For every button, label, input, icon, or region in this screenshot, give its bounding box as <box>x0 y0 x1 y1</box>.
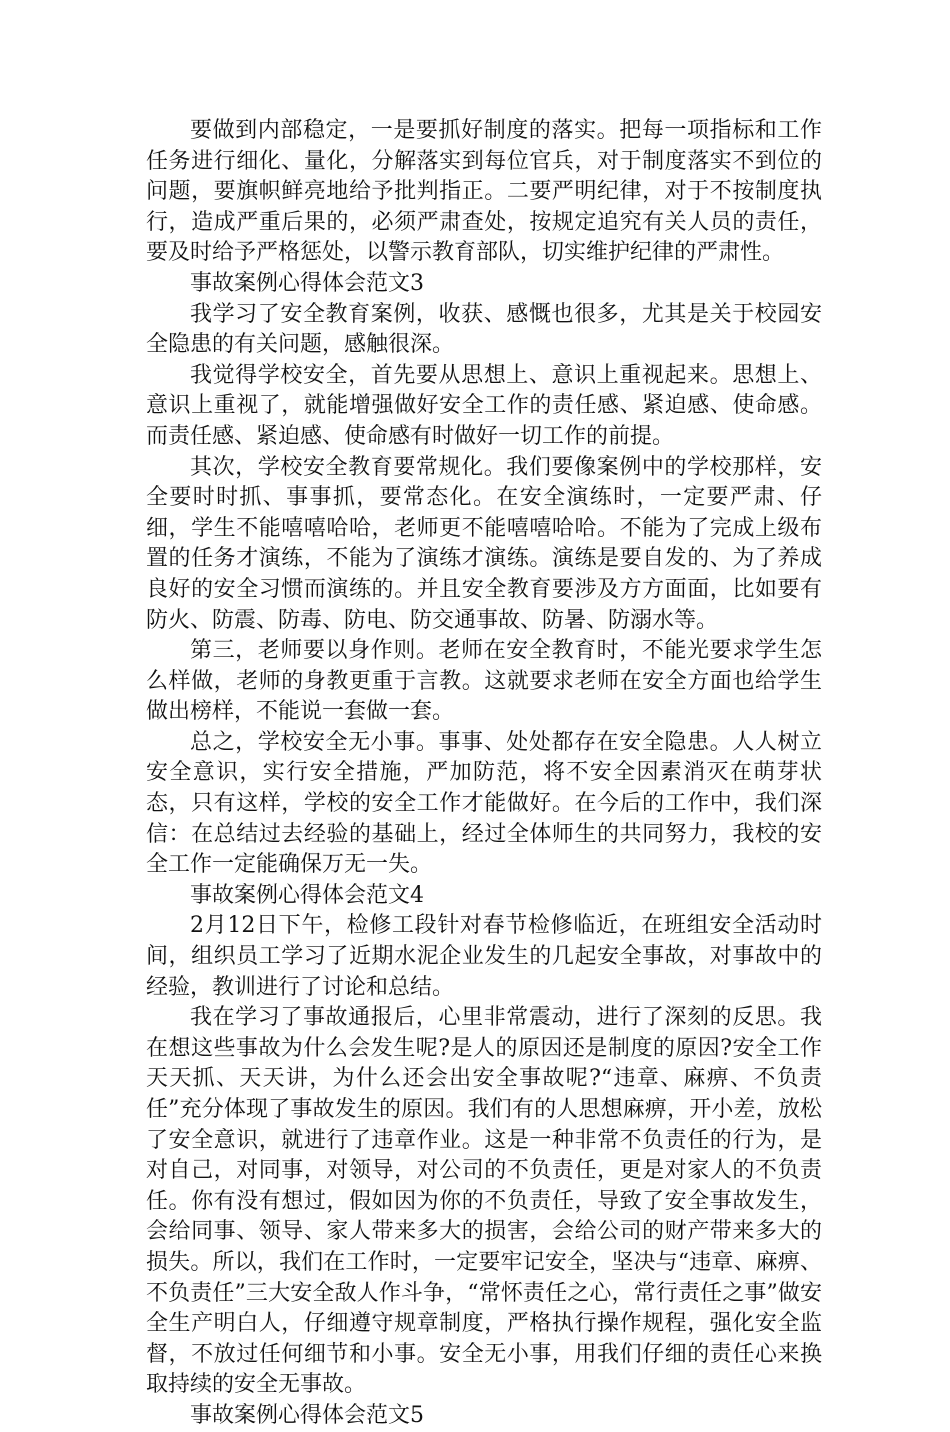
section-heading-sample-4: 事故案例心得体会范文4 <box>190 882 424 908</box>
paragraph-internal-stability: 要做到内部稳定，一是要抓好制度的落实。把每一项指标和工作任务进行细化、量化，分解落实到每位官兵，对于制度落实不到位的问题，要旗帜鲜亮地给予批判指正。二要严明纪律，对于不按制度执行，造成严重后果的，必须严肃查处，按规定追究有关人员的责任，要及时给予严格惩处，以警示教育部队，切实维护纪律的严肃性。 <box>146 118 822 266</box>
paragraph-routine-safety-education: 其次，学校安全教育要常规化。我们要像案例中的学校那样，安全要时时抓、事事抓，要常态化。在安全演练时，一定要严肃、仔细，学生不能嘻嘻哈哈，老师更不能嘻嘻哈哈。不能为了完成上级布置的任务才演练，不能为了演练才演练。演练是要自发的、为了养成良好的安全习惯而演练的。并且安全教育要涉及方方面面，比如要有防火、防震、防毒、防电、防交通事故、防暑、防溺水等。 <box>146 454 822 633</box>
paragraph-school-safety-awareness: 我觉得学校安全，首先要从思想上、意识上重视起来。思想上、意识上重视了，就能增强做好安全工作的责任感、紧迫感、使命感。而责任感、紧迫感、使命感有时做好一切工作的前提。 <box>146 362 822 449</box>
paragraph-teachers-lead-by-example: 第三，老师要以身作则。老师在安全教育时，不能光要求学生怎么样做，老师的身教更重于言教。这就要求老师在安全方面也给学生做出榜样，不能说一套做一套。 <box>146 638 822 725</box>
paragraph-conclusion: 总之，学校安全无小事。事事、处处都存在安全隐患。人人树立安全意识，实行安全措施，严加防范，将不安全因素消灭在萌芽状态，只有这样，学校的安全工作才能做好。在今后的工作中，我们深信：在总结过去经验的基础上，经过全体师生的共同努力，我校的安全工作一定能确保万无一失。 <box>146 729 822 878</box>
section-heading-sample-5: 事故案例心得体会范文5 <box>190 1402 424 1428</box>
section-heading-sample-3: 事故案例心得体会范文3 <box>190 270 424 296</box>
paragraph-reflection: 我在学习了事故通报后，心里非常震动，进行了深刻的反思。我在想这些事故为什么会发生呢?是人的原因还是制度的原因?安全工作天天抓、天天讲，为什么还会出安全事故呢?“违章、麻痹、不负责任”充分体现了事故发生的原因。我们有的人思想麻痹，开小差，放松了安全意识，就进行了违章作业。这是一种非常不负责任的行为，是对自己，对同事，对领导，对公司的不负责任，更是对家人的不负责任。你有没有想过，假如因为你的不负责任，导致了安全事故发生，会给同事、领导、家人带来多大的损害，会给公司的财产带来多大的损失。所以，我们在工作时，一定要牢记安全，坚决与“违章、麻痹、不负责任”三大安全敌人作斗争，“常怀责任之心，常行责任之事”做安全生产明白人，仔细遵守规章制度，严格执行操作规程，强化安全监督，不放过任何细节和小事。安全无小事，用我们仔细的责任心来换取持续的安全无事故。 <box>146 1005 822 1398</box>
paragraph-feb-12-meeting: 2月12日下午，检修工段针对春节检修临近，在班组安全活动时间，组织员工学习了近期水泥企业发生的几起安全事故，对事故中的经验，教训进行了讨论和总结。 <box>146 913 822 1000</box>
paragraph-safety-case-study: 我学习了安全教育案例，收获、感慨也很多，尤其是关于校园安全隐患的有关问题，感触很深。 <box>146 301 822 358</box>
